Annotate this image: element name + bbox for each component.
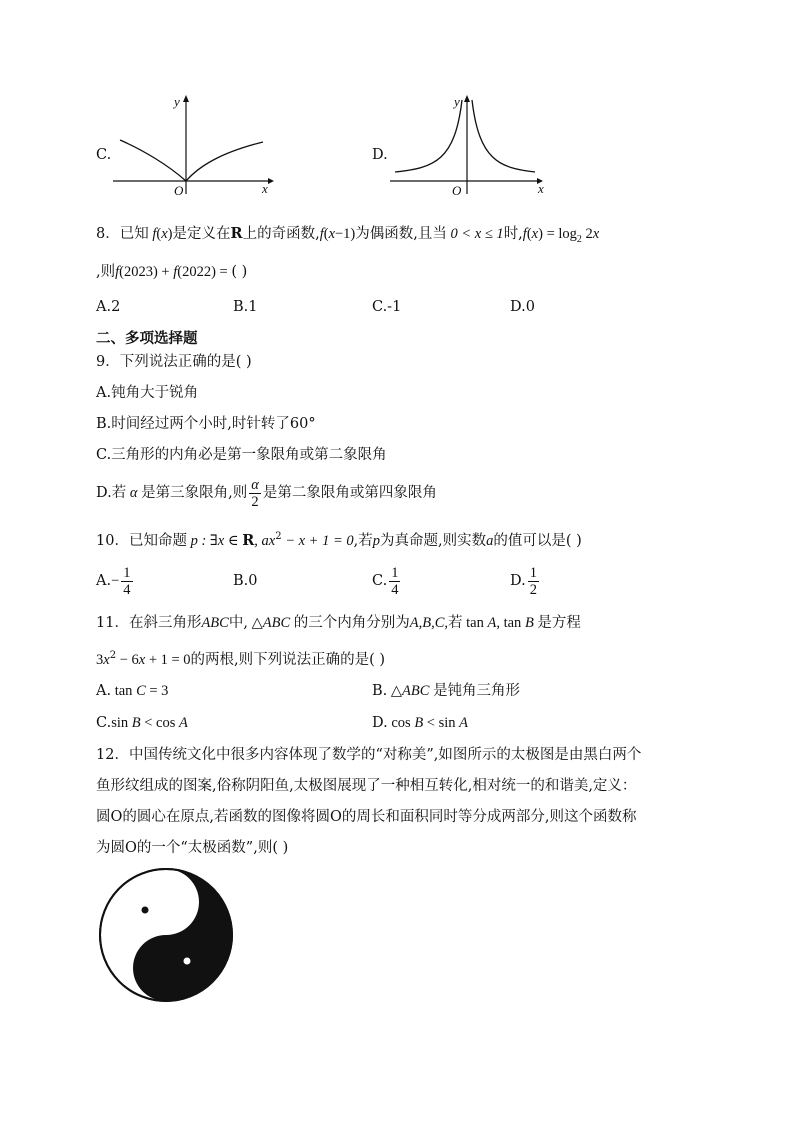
q12-line4: 为圆O的一个“太极函数”,则( ) (96, 840, 289, 856)
q10-option-a: A.− $\frac{1}{4}$ (96, 564, 131, 598)
origin-d: O (452, 183, 462, 198)
q8-option-a: A.2 (96, 299, 121, 315)
axis-y-c: y (174, 94, 180, 109)
q8-option-d: D.0 (510, 299, 535, 315)
q12-line2: 鱼形纹组成的图案,俗称阴阳鱼,太极图展现了一种相互转化,相对统一的和谐美,定义： (96, 778, 637, 794)
q11-option-d: D. cos B < sin A (372, 715, 469, 731)
taiji-figure (98, 867, 234, 1003)
q9-option-c: C.三角形的内角必是第一象限角或第二象限角 (96, 447, 387, 463)
q12-line1: 12．中国传统文化中很多内容体现了数学的“对称美”,如图所示的太极图是由黑白两个 (96, 747, 642, 763)
section-title: 二、多项选择题 (96, 331, 198, 347)
q11-line1: 11．在斜三角形ABC中, △ABC 的三个内角分别为A,B,C,若 tan A, tan B 是方程 (96, 615, 581, 631)
q10-option-b: B.0 (233, 573, 258, 589)
q10-stem: 10．已知命题 p : ∃x ∈ R, $ax^2 - x + 1 = 0$,若p为真命题,则实数a的值可以是( ) (96, 531, 582, 549)
q8-line1: 8．已知 f(x)是定义在R上的奇函数,f(x−1)为偶函数,且当 0 < x ≤ 1时$,f(x) = \log_2 2x$ (96, 225, 600, 245)
q10-option-c: C. $\frac{1}{4}$ (372, 564, 399, 598)
origin-c: O (174, 183, 184, 198)
axis-y-d: y (454, 94, 460, 109)
q12-line3: 圆O的圆心在原点,若函数的图像将圆O的周长和面积同时等分成两部分,则这个函数称 (96, 809, 637, 825)
q9-option-d: D.若 α 是第三象限角,则 $\frac{\alpha}{2}$ 是第二象限角或第四象限角 (96, 476, 437, 510)
q9-option-a: A.钝角大于锐角 (96, 385, 199, 401)
axis-x-d: x (538, 181, 544, 196)
graph-c (108, 90, 278, 200)
q8-option-b: B.1 (233, 299, 258, 315)
q11-option-b: B. △ABC 是钝角三角形 (372, 683, 521, 699)
graph-d (385, 90, 555, 200)
q11-line2: $3x^2 - 6x + 1 = 0$的两根,则下列说法正确的是( ) (96, 650, 386, 668)
axis-x-c: x (262, 181, 268, 196)
q8-option-c: C.-1 (372, 299, 402, 315)
q11-option-a: A. tan C = 3 (96, 683, 169, 699)
option-d-label: D. (372, 147, 388, 163)
q8-line2: ,则f(2023) + f(2022) = ( ) (96, 264, 248, 280)
q10-option-d: D. $\frac{1}{2}$ (510, 564, 537, 598)
option-c-label: C. (96, 147, 112, 163)
q9-stem: 9．下列说法正确的是( ) (96, 354, 252, 370)
q11-option-c: C.sin B < cos A (96, 715, 188, 731)
q9-option-b: B.时间经过两个小时,时针转了60° (96, 416, 316, 432)
